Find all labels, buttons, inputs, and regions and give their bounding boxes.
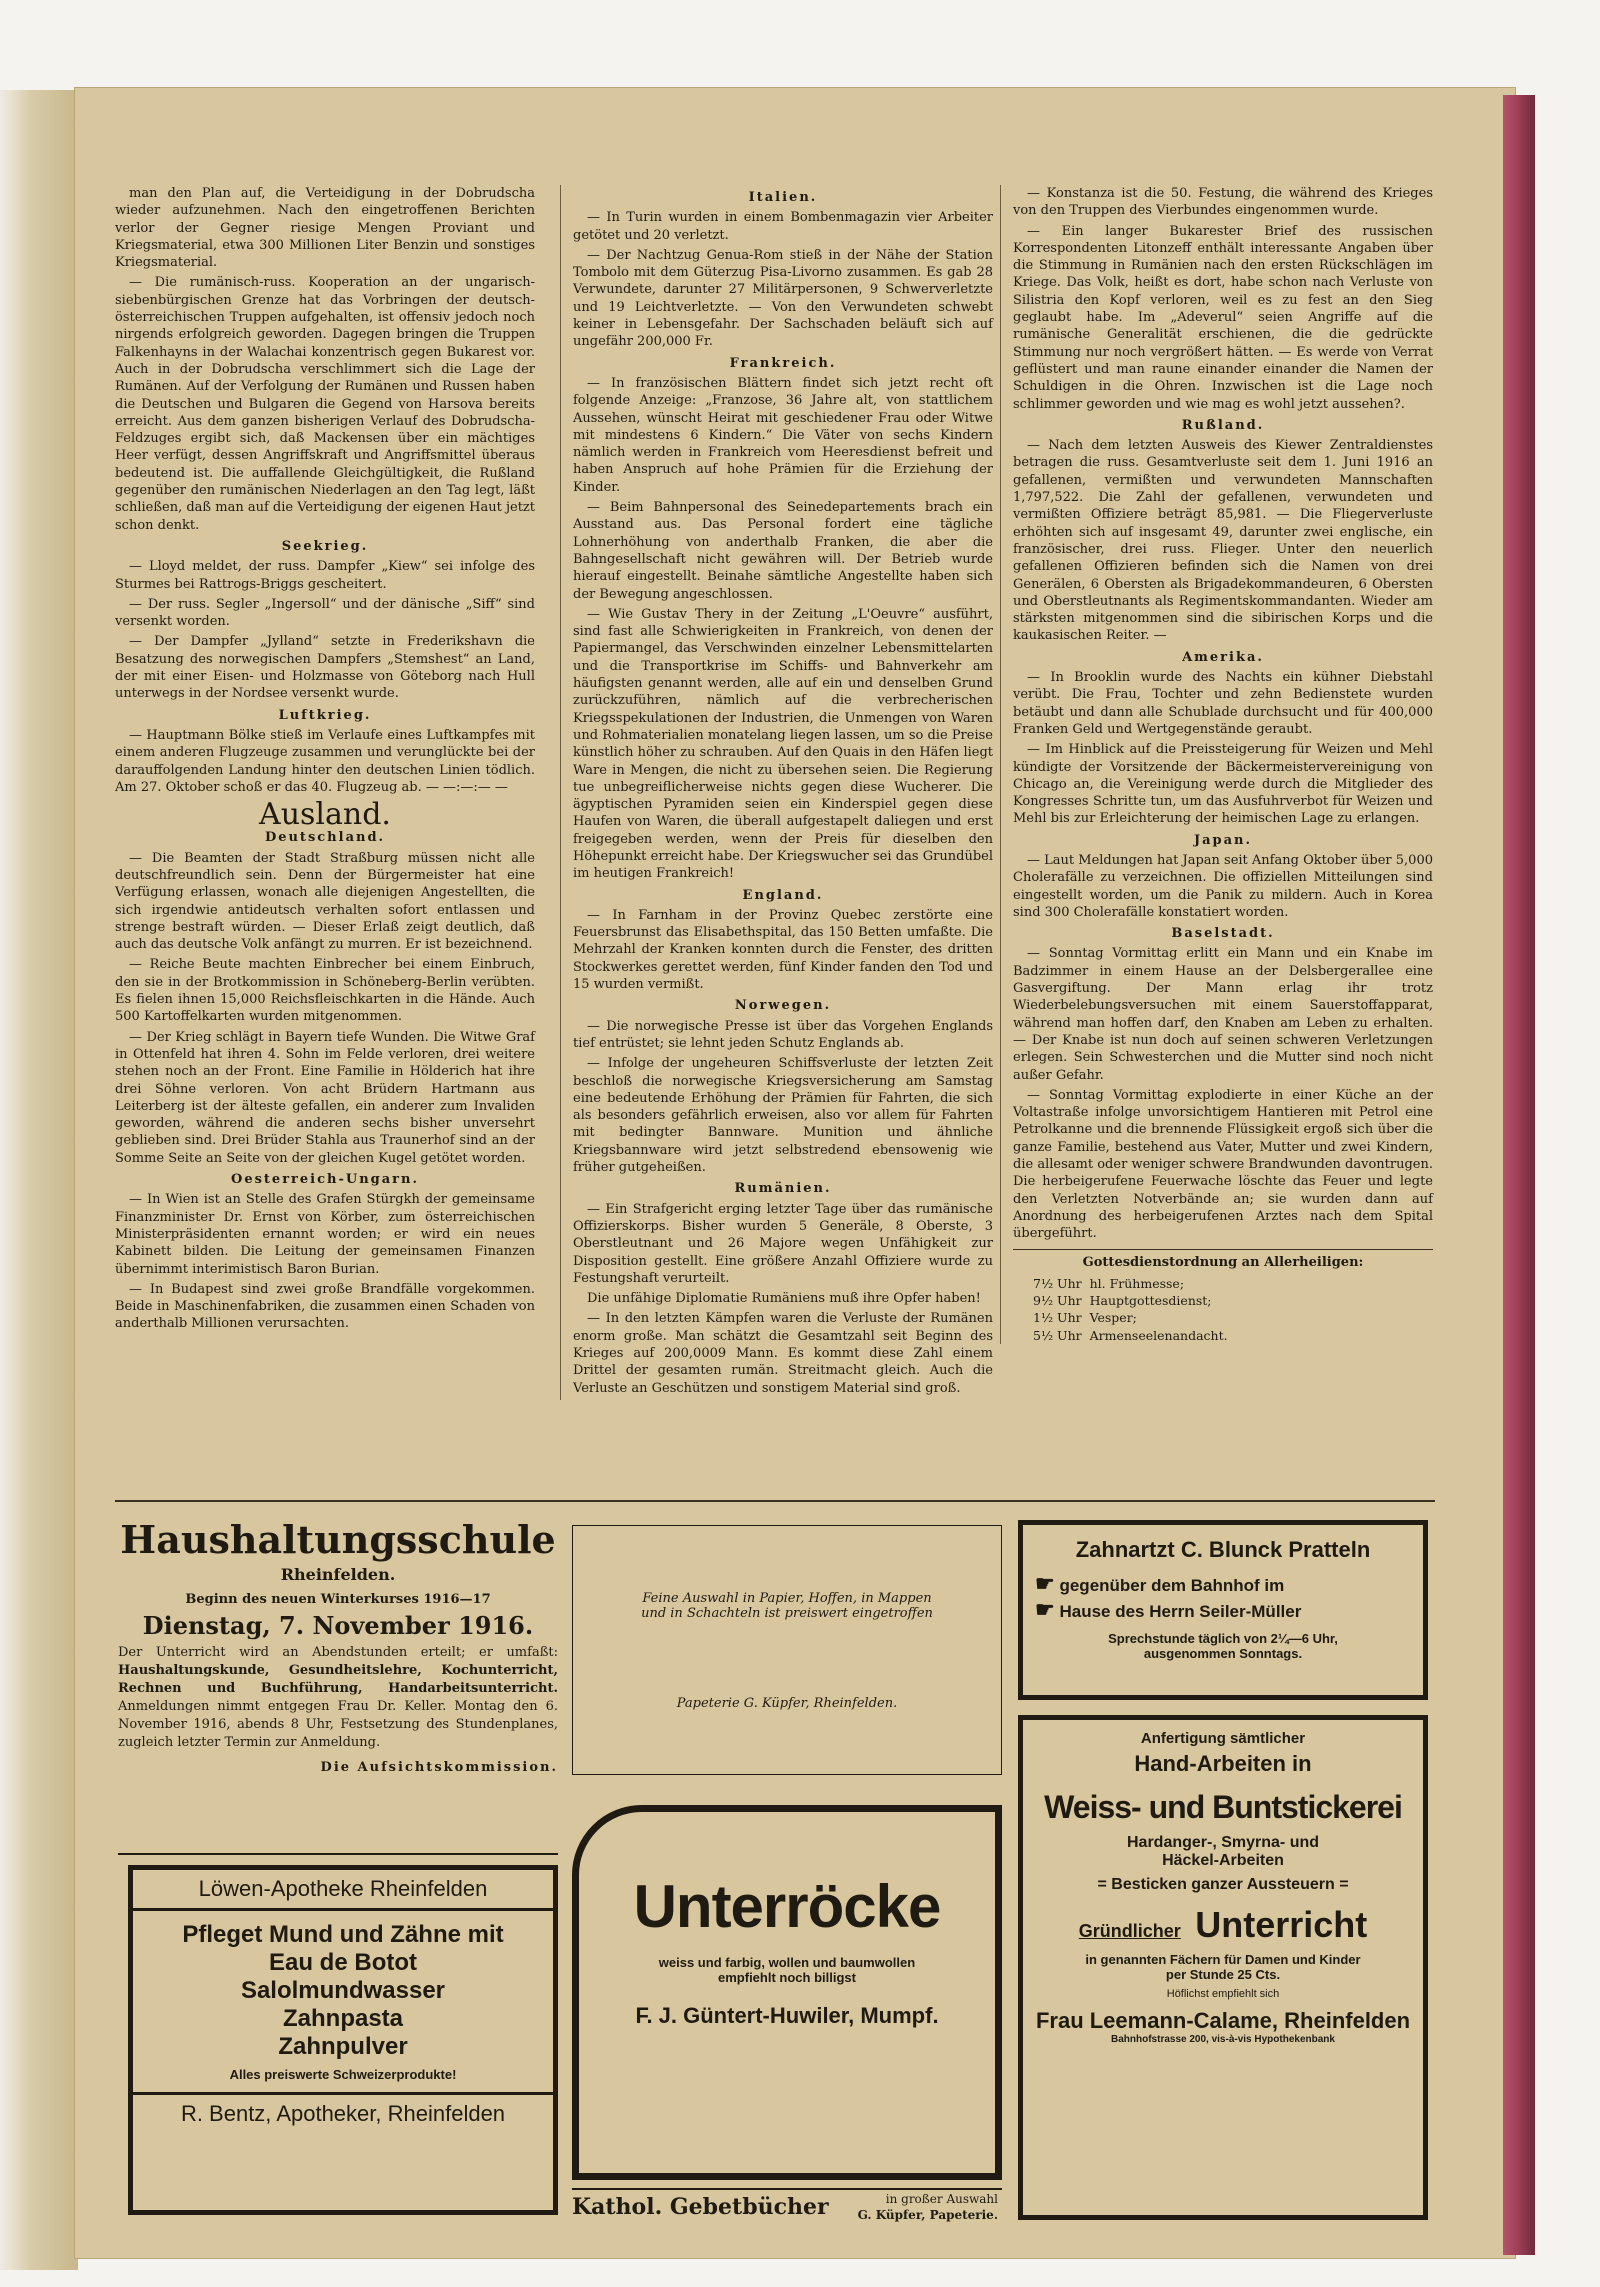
section-heading: Luftkrieg. bbox=[278, 707, 372, 723]
ad-product: Zahnpasta bbox=[282, 2005, 404, 2032]
schedule-event: Vesper; bbox=[1089, 1310, 1137, 1326]
article-paragraph: — Ein Strafgericht erging letzter Tage über das rumänische Offizierskorps. Bisher wurden 5 Generäle, 8 Oberste, 3 Oberstleutnant und 26 Majore wegen Unfähigkeit zur Disposition gestellt. Eine größere Anzahl Offiziere wurde zu Festungshaft verurteilt. bbox=[573, 1201, 993, 1286]
ad-handarbeiten bbox=[1018, 1715, 1428, 2220]
schedule-time: 9½ Uhr bbox=[1033, 1293, 1082, 1309]
ad-line: in großer Auswahl bbox=[885, 2192, 998, 2206]
article-paragraph: — In Farnham in der Provinz Quebec zerstörte eine Feuersbrunst das Elisabethspital, das 150 Betten umfaßte. Die Mehrzahl der Kranken konnten durch die Fenster, des dritten Stockwerkes gerettet werden, fünf Kinder fanden den Tod und 15 wurden vermißt. bbox=[573, 907, 993, 993]
schedule-row bbox=[1033, 1327, 1236, 1344]
ad-text: Anmeldungen nimmt entgegen Frau Dr. Keller. bbox=[118, 1699, 447, 1714]
ad-line: Hand-Arbeiten in bbox=[1134, 1751, 1312, 1776]
ad-title: Löwen-Apotheke Rheinfelden bbox=[133, 1870, 553, 1911]
article-paragraph: — Die Beamten der Stadt Straßburg müssen nicht alle deutschfreundlich sein. Denn der Bürgermeister hat eine Verfügung erlassen, wonach alle diejenigen Angestellten, die sich irgendwie antideutsch verhalten sofort entlassen und strenge bestraft würden. — Dieser Erlaß zeigt deutlich, daß auch das deutsche Volk anfängt zu murren. Er ist bezeichnend. bbox=[115, 850, 535, 953]
ad-product: Eau de Botot bbox=[269, 1949, 417, 1976]
pointing-hand-icon: ☛ bbox=[1035, 1571, 1055, 1596]
ad-signature: Die Aufsichtskommission. bbox=[320, 1760, 558, 1775]
ad-unterroecke bbox=[572, 1805, 1002, 2180]
ad-signature: F. J. Güntert-Huwiler, Mumpf. bbox=[635, 2003, 939, 2028]
section-heading: Rumänien. bbox=[734, 1181, 832, 1197]
ad-title: Haushaltungsschule bbox=[120, 1517, 556, 1562]
column-3 bbox=[1000, 185, 1433, 1344]
article-paragraph: — Sonntag Vormittag explodierte in einer Küche an der Voltastraße infolge unvorsichtigem Hantieren mit Petrol eine Petrolkanne und die brennende Flüssigkeit ergoß sich über die ganze Familie, bestehend aus Vater, Mutter und zwei Kindern, die allesamt oder weniger schwere Brandwunden davontrugen. Die herbeigerufene Feuerwache löschte das Feuer und legte den Verletzten Notverbände an; sie wurden dann auf Anordnung des herbeigerufenen Arztes nach dem Spital übergeführt. bbox=[1013, 1087, 1433, 1242]
schedule-table bbox=[1033, 1275, 1236, 1344]
ad-line: Hause des Herrn Seiler-Müller bbox=[1059, 1602, 1302, 1621]
ad-line: Höflichst empfiehlt sich bbox=[1166, 1988, 1280, 2000]
schedule-event: Hauptgottesdienst; bbox=[1089, 1293, 1212, 1309]
article-paragraph: — Infolge der ungeheuren Schiffsverluste der letzten Zeit beschloß die norwegische Kriegsversicherung am Samstag eine bedeutende Erhöhung der Prämien für Fahrten, die sich als besonders gefährlich erweisen, also vor allem für Fahrten mit bedingter Bannware. Munition und ähnliche Kriegsbannware wird jetzt selbstredend ebensowenig wie früher gutgeheißen. bbox=[573, 1056, 993, 1176]
ad-line: = Besticken ganzer Aussteuern = bbox=[1097, 1876, 1349, 1893]
ausland-title: Ausland. bbox=[259, 797, 391, 833]
article-paragraph: — Laut Meldungen hat Japan seit Anfang Oktober über 5,000 Cholerafälle zu verzeichnen. Die offiziellen Mitteilungen sind eingestellt worden, um die Panik zu mildern. Auch in Korea sind 300 Cholerafälle konstatiert worden. bbox=[1013, 852, 1433, 920]
article-paragraph: — Die norwegische Presse ist über das Vorgehen Englands tief entrüstet; sie lehnt jeden Schutz Englands ab. bbox=[573, 1018, 993, 1051]
schedule-row bbox=[1033, 1309, 1236, 1326]
article-paragraph: — Hauptmann Bölke stieß im Verlaufe eines Luftkampfes mit einem anderen Flugzeuge zusammen und verunglückte bei der darauffolgenden Landung hinter den deutschen Linien tödlich. Am 27. Oktober schoß er das 40. Flugzeug ab. — —:—:— — bbox=[115, 727, 535, 795]
ad-line: weiss und farbig, wollen und baumwollen bbox=[658, 1955, 916, 1970]
article-paragraph: — In Turin wurden in einem Bombenmagazin vier Arbeiter getötet und 20 verletzt. bbox=[573, 210, 993, 243]
book-spine bbox=[1503, 95, 1535, 2255]
article-paragraph: — Reiche Beute machten Einbrecher bei einem Einbruch, den sie in der Brotkommission in Schöneberg-Berlin verübten. Es fielen ihnen 15,000 Reichsfleischkarten in die Hände. Auch 500 Kartoffelkarten wurden mitgenommen. bbox=[115, 957, 535, 1025]
section-heading: England. bbox=[742, 887, 824, 903]
ad-title: Zahnartzt C. Blunck Pratteln bbox=[1075, 1537, 1371, 1562]
schedule-time: 7½ Uhr bbox=[1033, 1275, 1082, 1291]
ad-title: Weiss- und Buntstickerei bbox=[1044, 1789, 1402, 1825]
section-heading: Frankreich. bbox=[729, 355, 837, 371]
article-paragraph: — Lloyd meldet, der russ. Dampfer „Kiew“ sei infolge des Sturmes bei Rattrogs-Briggs gescheitert. bbox=[115, 559, 535, 592]
article-paragraph: — Beim Bahnpersonal des Seinedepartements brach ein Ausstand aus. Das Personal fordert eine tägliche Lohnerhöhung von anderthalb Franken, die aber die Bahngesellschaft nicht gewähren will. Der Betrieb wurde hierauf eingestellt. Beinahe sämtliche Angestellte haben sich der Bewegung angeschlossen. bbox=[573, 500, 993, 602]
ad-line: Feine Auswahl in Papier, Hoffen, in Mappen bbox=[642, 1591, 932, 1606]
ad-title: Kathol. Gebetbücher bbox=[572, 2194, 829, 2220]
ad-date: Dienstag, 7. November 1916. bbox=[142, 1611, 534, 1640]
schedule-event: Armenseelenandacht. bbox=[1089, 1327, 1228, 1343]
section-heading: Rußland. bbox=[1181, 417, 1265, 433]
ad-title: Unterröcke bbox=[633, 1873, 941, 1940]
ad-signature: Papeterie G. Küpfer, Rheinfelden. bbox=[676, 1696, 898, 1711]
ad-text: Montag den 6. November 1916, abends 8 Uhr, Festsetzung des Stundenplanes, zugleich letzter Termin zur Anmeldung. bbox=[118, 1699, 558, 1750]
ad-product: Salolmundwasser bbox=[240, 1977, 446, 2004]
schedule-time: 5½ Uhr bbox=[1033, 1327, 1082, 1343]
article-paragraph: — Der Krieg schlägt in Bayern tiefe Wunden. Die Witwe Graf in Ottenfeld hat ihren 4. Sohn im Felde verloren, drei weitere stehen noch an der Front. Eine Familie in Hölderich hat ihre drei Söhne verloren. Von acht Brüdern Hartmann aus Leiterberg ist der älteste gefallen, ein anderer zum Invaliden geworden, während die anderen sechs bisher unversehrt geblieben sind. Drei Brüder Stahla aus Traunerhof sind an der Somme Seite an Seite von der gleichen Kugel getötet worden. bbox=[115, 1029, 535, 1166]
schedule-time: 1½ Uhr bbox=[1033, 1310, 1082, 1326]
article-paragraph: Die unfähige Diplomatie Rumäniens muß ihre Opfer haben! bbox=[587, 1291, 981, 1307]
ad-line: Beginn des neuen Winterkurses 1916—17 bbox=[185, 1592, 491, 1607]
ad-big-text: Unterricht bbox=[1195, 1904, 1368, 1945]
ad-hours: Sprechstunde täglich von 2¼—6 Uhr, bbox=[1108, 1631, 1338, 1646]
article-paragraph: man den Plan auf, die Verteidigung in der Dobrudscha wieder aufzunehmen. Nach den eingetroffenen Berichten verlor der Gegner riesige Mengen Proviant und Kriegsmaterial, etwa 300 Millionen Liter Benzin und sonstiges Kriegsmaterial. bbox=[115, 186, 535, 271]
column-2 bbox=[560, 185, 993, 1400]
ad-line: gegenüber dem Bahnhof im bbox=[1059, 1576, 1285, 1595]
article-paragraph: — In Brooklin wurde des Nachts ein kühner Diebstahl verübt. Die Frau, Tochter und zehn Bedienstete wurden betäubt und dann alle Schublade durchsucht und für 400,000 Franken Geld und Wertgegenstände geraubt. bbox=[1013, 670, 1433, 737]
article-paragraph: — In Wien ist an Stelle des Grafen Stürgkh der gemeinsame Finanzminister Dr. Ernst von Körber, zum österreichischen Ministerpräsidenten ernannt worden; er wird ein neues Kabinett bilden. Die Leitung der gemeinsamen Finanzen übernimmt interimistisch Baron Burian. bbox=[115, 1192, 535, 1277]
schedule-row bbox=[1033, 1292, 1236, 1309]
article-paragraph: — In den letzten Kämpfen waren die Verluste der Rumänen enorm große. Man schätzt die Gesamtzahl seit Beginn des Krieges auf 200,0009 Mann. Es kommt diese Zahl einem Drittel der gesamten rumän. Streitmacht gleich. Auch die Verluste an Geschützen und sonstigem Material sind groß. bbox=[573, 1311, 993, 1396]
article-paragraph: — In französischen Blättern findet sich jetzt recht oft folgende Anzeige: „Franzose, 36 Jahre alt, von stattlichem Aussehen, wünscht Heirat mit geschiedener Frau oder Witwe mit mindestens 6 Kindern.“ Die Väter von sechs Kindern nämlich werden in Frankreich vom Heeresdienst befreit und haben Anspruch auf hohe Prämien für die Erziehung der Kinder. bbox=[573, 375, 993, 495]
ad-haushaltungsschule bbox=[118, 1515, 558, 1855]
article-paragraph: — Der russ. Segler „Ingersoll“ und der dänische „Siff“ sind versenkt worden. bbox=[115, 596, 535, 630]
section-heading: Italien. bbox=[748, 190, 818, 205]
section-heading: Oesterreich-Ungarn. bbox=[231, 1172, 419, 1188]
section-heading: Amerika. bbox=[1182, 649, 1264, 665]
section-heading: Norwegen. bbox=[734, 998, 832, 1014]
ad-gebetbuecher bbox=[572, 2188, 1002, 2224]
ad-line: empfiehlt noch billigst bbox=[718, 1970, 856, 1985]
ad-note: Alles preiswerte Schweizerprodukte! bbox=[229, 2067, 457, 2082]
article-paragraph: — In Budapest sind zwei große Brandfälle vorgekommen. Beide in Maschinenfabriken, die zusammen einen Schaden von anderthalb Millionen verursachten. bbox=[115, 1281, 535, 1332]
ad-signature: R. Bentz, Apotheker, Rheinfelden bbox=[133, 2092, 553, 2133]
ad-line: G. Küpfer, Papeterie. bbox=[857, 2208, 998, 2222]
ad-name: Frau Leemann-Calame, Rheinfelden bbox=[1035, 2008, 1411, 2033]
ad-product: Zahnpulver bbox=[278, 2033, 408, 2060]
pointing-hand-icon: ☛ bbox=[1035, 1597, 1055, 1622]
article-paragraph: — Nach dem letzten Ausweis des Kiewer Zentraldienstes betragen die russ. Gesamtverluste seit dem 1. Juni 1916 an gefallenen, vermißten und verwundeten Mannschaften 1,797,522. Die Zahl der gefallenen, verwundeten und vermißten Offiziere beträgt 85,981. — Die Fliegerverluste erhöhten sich auf insgesamt 49, darunter zwei englische, ein französischer, drei russ. Flieger. Unter den neuerlich gefallenen Offizieren befinden sich die Namen von drei Generälen, 6 Obersten als Brigadekommandeuren, 6 Obersten und Oberstleutnants als Regimentskommandanten. Wieder am stärksten mitgenommen sind die sibirischen Korps und die kaukasischen Reiter. — bbox=[1013, 438, 1433, 644]
section-heading: Baselstadt. bbox=[1171, 926, 1275, 942]
ad-address: Bahnhofstrasse 200, vis-à-vis Hypothekenbank bbox=[1111, 2034, 1335, 2045]
article-paragraph: — Im Hinblick auf die Preissteigerung für Weizen und Mehl kündigte der Vorsitzende der Bäckermeistervereinigung von Chicago an, die Vereinigung werde durch die Mitglieder des Kongresses Schritte tun, um das Ausfuhrverbot für Weizen und Mehl bis zur Erleichterung der heimischen Lage zu erlangen. bbox=[1013, 742, 1433, 827]
ad-line: Pfleget Mund und Zähne mit bbox=[182, 1921, 504, 1948]
ad-subjects: Haushaltungskunde, Gesundheitslehre, Kochunterricht, Rechnen und Buchführung, Handarbeitsunterricht. bbox=[118, 1663, 558, 1696]
article-paragraph: — Ein langer Bukarester Brief des russischen Korrespondenten Litonzeff enthält interessante Angaben über die Stimmung in Rumänien nach den ersten Rückschlägen im Kriege. Das Volk, heißt es dort, habe schon nach Verluste von Silistria den Kopf verloren, weil es zu fest an den Sieg geglaubt habe. Im „Adeverul“ seien Angriffe auf die rumänische Generalität erschienen, die die gedrückte Stimmung nur noch vergrößert hätten. — Es werde von Verrat geflüstert und man raune einander einander die Namen der Schuldigen in die Ohren. Inzwischen ist die Lage noch schlimmer geworden und wie mag es wohl jetzt aussehen?. bbox=[1013, 223, 1433, 412]
ad-big-text: Gründlicher bbox=[1078, 1921, 1181, 1941]
ad-line: Hardanger-, Smyrna- und bbox=[1126, 1834, 1320, 1851]
mass-schedule bbox=[1013, 1249, 1433, 1344]
article-paragraph: — Der Nachtzug Genua-Rom stieß in der Nähe der Station Tombolo mit dem Güterzug Pisa-Livorno zusammen. Es gab 28 Verwundete, darunter 27 Militärpersonen, 9 Schwerverletzte und 19 Leichtverletzte. — Von den Verwundeten schwebt keiner in Lebensgefahr. Der Sachschaden beläuft sich auf ungefähr 200,000 Fr. bbox=[573, 247, 993, 350]
section-heading: Seekrieg. bbox=[281, 538, 369, 554]
ad-line: in genannten Fächern für Damen und Kinder bbox=[1085, 1952, 1361, 1967]
ad-hours-note: ausgenommen Sonntags. bbox=[1143, 1646, 1303, 1661]
ad-papeterie-kuepfer bbox=[572, 1525, 1002, 1775]
ad-loewen-apotheke bbox=[128, 1865, 558, 2215]
ad-line: und in Schachteln ist preiswert eingetroffen bbox=[641, 1606, 933, 1621]
ad-place: Rheinfelden. bbox=[280, 1565, 396, 1584]
section-heading: Deutschland. bbox=[264, 830, 386, 846]
ad-line: Anfertigung sämtlicher bbox=[1140, 1730, 1306, 1747]
article-paragraph: — Der Dampfer „Jylland“ setzte in Frederikshavn die Besatzung des norwegischen Dampfers „Stemshest“ an Land, der mit einer Eisen- und Holzmasse von Göteborg nach Hull unterwegs in der Nordsee versenkt wurde. bbox=[115, 634, 535, 702]
article-paragraph: — Die rumänisch-russ. Kooperation an der ungarisch-siebenbürgischen Grenze hat das Vorbringen der deutsch-österreichischen Truppen aufgehalten, ist offensiv jedoch noch nirgends erfolgreich geworden. Dagegen bringen die Truppen Falkenhayns in der Walachai konzentrisch gegen Bukarest vor. Auch in der Dobrudscha verschlimmert sich die Lage der Rumänen. Auf der Verfolgung der Rumänen und Russen haben die Deutschen und Bulgaren die Gegend von Harsova bereits erreicht. Aus dem ganzen bisherigen Verlauf des Dobrudscha-Feldzuges ergibt sich, daß Mackensen über ein mächtiges Heer verfügt, dessen Angriffskraft und Angriffsmittel überaus bedeutend ist. Die auffallende Gleichgültigkeit, die Rußland gegenüber den rumänischen Niederlagen an den Tag legt, läßt schließen, daß man auf die Verteidigung der eigenen Haut jetzt schon denkt. bbox=[115, 275, 536, 533]
article-paragraph: — Wie Gustav Thery in der Zeitung „L'Oeuvre“ ausführt, sind fast alle Schwierigkeiten in Frankreich, von denen der Papiermangel, das Verschwinden einzelner Lebensmittelarten und die Transportkrise im Schiffs- und Bahnverkehr am häufigsten genannt werden, alle auf ein und denselben Grund zurückzuführen, nämlich auf die verbrecherischen Kriegsspekulationen der Industrien, die Unmengen von Waren und Rohmaterialien monatelang liegen lassen, um so die Preise künstlich höher zu schrauben. Auf den Quais in den Häfen liegt Ware in Mengen, die nicht zu übersehen seien. Die Regierung tue unbegreiflicherweise nichts gegen diese Wucherer. Die ägyptischen Pyramiden seien ein Kinderspiel gegen diese Haufen von Waren, die überall aufgestapelt daliegen und erst freigegeben werden, wenn der Preis für dieselben den Höhepunkt erreicht habe. Der Kriegswucher sei das Grundübel im heutigen Frankreich! bbox=[573, 606, 993, 882]
ad-line: Häckel-Arbeiten bbox=[1162, 1852, 1284, 1869]
schedule-row bbox=[1033, 1275, 1236, 1292]
article-paragraph: — Sonntag Vormittag erlitt ein Mann und ein Knabe im Badzimmer in einem Hause an der Delsbergerallee eine Gasvergiftung. Der Mann erlag ihr trotz Wiederbelebungsversuchen mit einem Sauerstoffapparat, während man hoffen darf, den Knaben am Leben zu erhalten. — Der Knabe ist nun doch auf seinen schweren Verletzungen erlegen. Sein Schwesterchen und die Mutter sind noch nicht außer Gefahr. bbox=[1013, 946, 1433, 1083]
section-heading: Japan. bbox=[1193, 832, 1253, 848]
ads-separator bbox=[115, 1500, 1435, 1502]
column-1 bbox=[115, 185, 535, 1336]
left-page-edge bbox=[0, 90, 78, 2270]
schedule-heading: Gottesdienstordnung an Allerheiligen: bbox=[1082, 1254, 1364, 1270]
ad-line: per Stunde 25 Cts. bbox=[1165, 1967, 1281, 1982]
article-paragraph: — Konstanza ist die 50. Festung, die während des Krieges von den Truppen des Vierbundes eingenommen wurde. bbox=[1013, 186, 1433, 219]
schedule-event: hl. Frühmesse; bbox=[1089, 1275, 1185, 1291]
ad-zahnarzt-blunck bbox=[1018, 1520, 1428, 1700]
ad-text: Der Unterricht wird an Abendstunden erteilt; er umfaßt: bbox=[118, 1645, 558, 1660]
